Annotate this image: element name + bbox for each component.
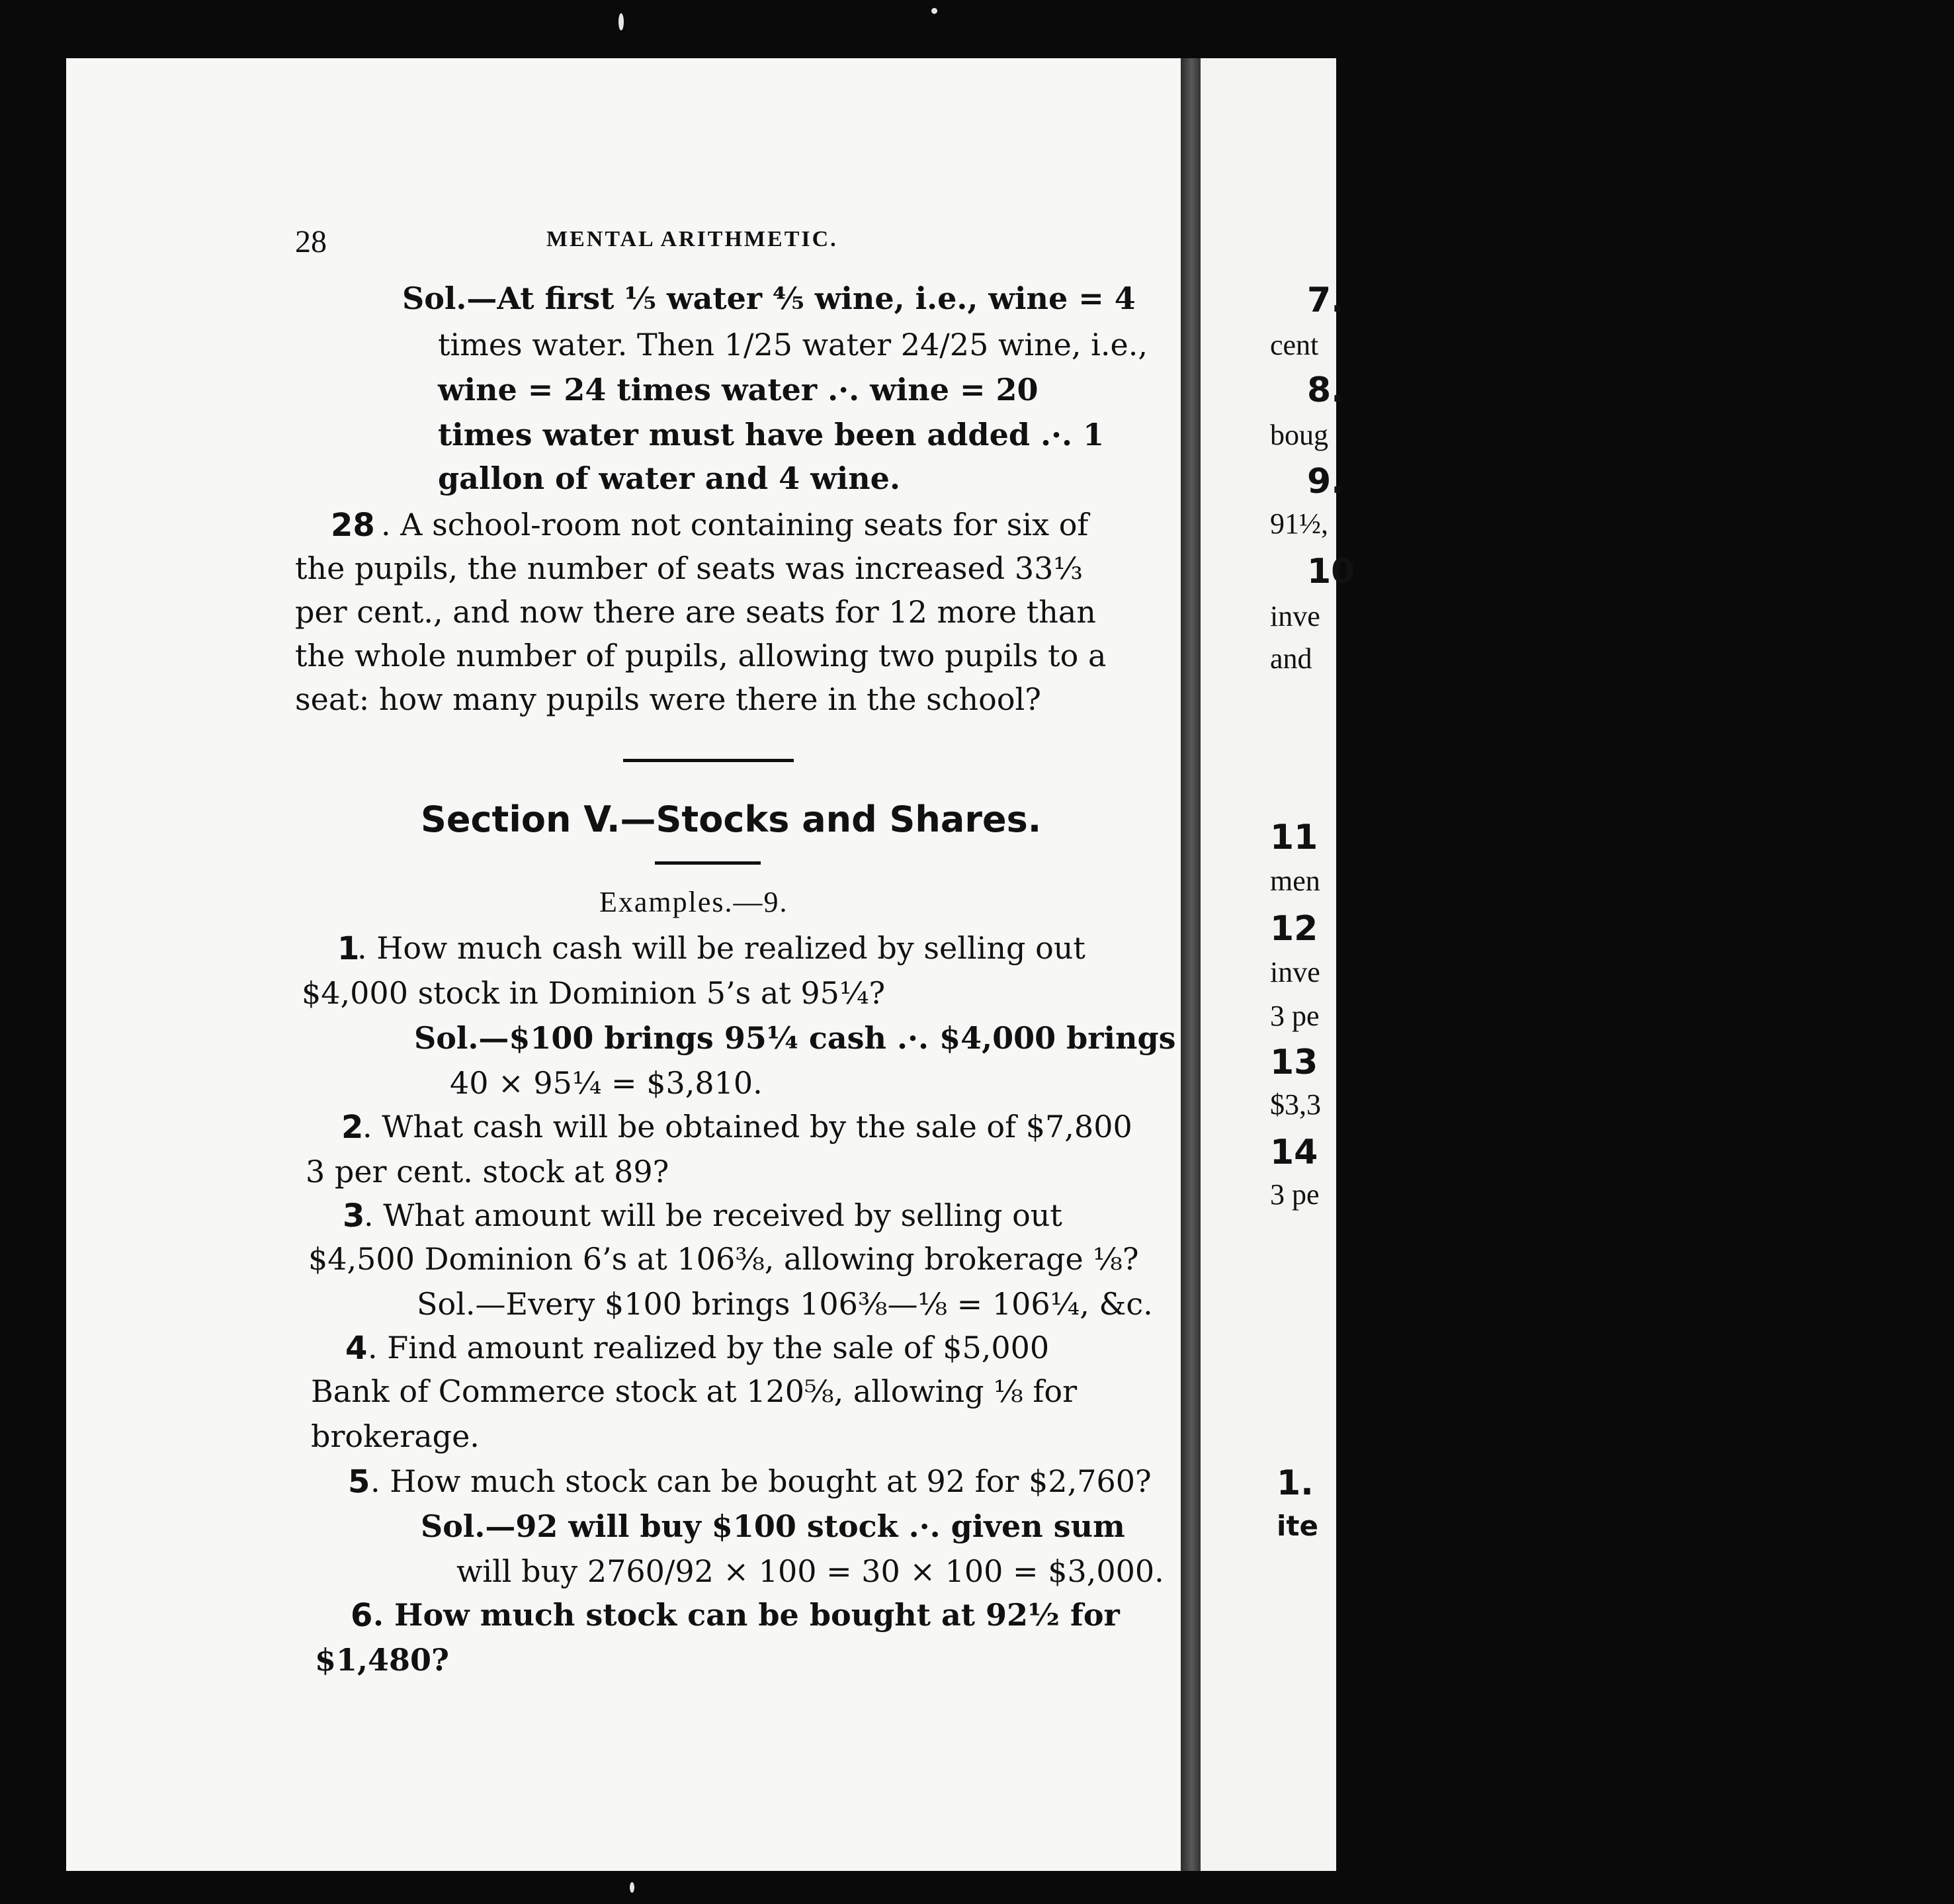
right-page-fragment: men [1270, 865, 1320, 897]
book-spine [1181, 58, 1201, 1871]
right-page-fragment: 7. [1307, 281, 1344, 320]
problem-text: . What amount will be received by selling out [364, 1197, 1062, 1233]
solution-line: will buy 2760/92 × 100 = 30 × 100 = $3,000. [456, 1553, 1164, 1589]
right-page-fragment: inve [1270, 956, 1320, 988]
right-page-fragment: $3,3 [1270, 1088, 1321, 1121]
problem-text: . A school-room not containing seats for six of [381, 507, 1089, 542]
right-page-fragment: 3 pe [1270, 1000, 1320, 1032]
problem-number: 6 [351, 1597, 373, 1634]
right-page-fragment: 8. [1307, 370, 1344, 410]
solution-line: Sol.—92 will buy $100 stock .·. given sum [421, 1508, 1125, 1544]
problem-text: . Find amount realized by the sale of $5,000 [368, 1330, 1050, 1365]
problem-text: . How much stock can be bought at 92½ for [373, 1597, 1120, 1633]
right-page-fragment: 10 [1307, 552, 1355, 591]
right-page-fragment: 3 pe [1270, 1178, 1320, 1211]
text-line: $4,500 Dominion 6’s at 106⅜, allowing brokerage ⅛? [308, 1241, 1139, 1277]
text-line: Sol.—At first ⅕ water ⅘ wine, i.e., wine = 4 [402, 281, 1136, 316]
right-page-fragment: boug [1270, 419, 1328, 451]
right-page-fragment: ite [1277, 1510, 1318, 1542]
right-page-fragment: 1. [1277, 1463, 1314, 1503]
right-page-fragment: inve [1270, 600, 1320, 632]
text-line: $4,000 stock in Dominion 5’s at 95¼? [302, 975, 886, 1011]
text-line: the whole number of pupils, allowing two pupils to a [295, 638, 1107, 673]
divider-rule-short [655, 861, 761, 865]
right-page-fragment: 11 [1270, 818, 1318, 857]
problem-number: 3 [343, 1197, 365, 1234]
problem-text: . What cash will be obtained by the sale of $7,800 [362, 1109, 1132, 1145]
scan-speck [618, 13, 624, 30]
text-line: times water. Then 1/25 water 24/25 wine, i.e., [438, 327, 1148, 363]
right-page-fragment: 14 [1270, 1133, 1318, 1172]
solution-line: Sol.—Every $100 brings 106⅜—⅛ = 106¼, &c. [417, 1286, 1153, 1322]
right-page-fragment: 12 [1270, 909, 1318, 949]
problem-text: . How much cash will be realized by selling out [357, 930, 1085, 966]
right-page-fragment: 91½, [1270, 507, 1328, 540]
text-line: Bank of Commerce stock at 120⅝, allowing ⅛ for [311, 1373, 1078, 1409]
text-line: times water must have been added .·. 1 [438, 417, 1105, 453]
examples-heading: Examples.—9. [599, 886, 788, 918]
text-line: per cent., and now there are seats for 12 more than [295, 594, 1096, 630]
problem-number: 1 [337, 930, 360, 967]
problem-number: 2 [341, 1109, 364, 1146]
solution-line: Sol.—$100 brings 95¼ cash .·. $4,000 brings [414, 1020, 1176, 1056]
text-line: brokerage. [311, 1418, 480, 1454]
text-line: seat: how many pupils were there in the school? [295, 681, 1041, 717]
scan-speck [630, 1882, 634, 1893]
text-line: wine = 24 times water .·. wine = 20 [438, 372, 1039, 408]
right-page-fragment: 9. [1307, 462, 1344, 501]
divider-rule [623, 759, 794, 762]
problem-number: 5 [348, 1463, 370, 1500]
problem-number: 28 [331, 507, 375, 544]
problem-text: . How much stock can be bought at 92 for $2,760? [370, 1463, 1152, 1499]
right-page-fragment: 13 [1270, 1043, 1318, 1082]
problem-number: 4 [345, 1330, 368, 1367]
text-line: 3 per cent. stock at 89? [306, 1154, 669, 1190]
right-page-fragment: cent [1270, 329, 1319, 361]
text-line: $1,480? [315, 1642, 450, 1678]
text-line: the pupils, the number of seats was increased 33⅓ [295, 550, 1083, 586]
scan-speck [931, 8, 937, 14]
right-page-fragment: and [1270, 642, 1312, 675]
page-number: 28 [295, 224, 327, 259]
text-line: gallon of water and 4 wine. [438, 460, 900, 496]
section-title: Section V.—Stocks and Shares. [421, 799, 1042, 840]
solution-line: 40 × 95¼ = $3,810. [450, 1065, 763, 1101]
running-title: MENTAL ARITHMETIC. [546, 227, 838, 251]
